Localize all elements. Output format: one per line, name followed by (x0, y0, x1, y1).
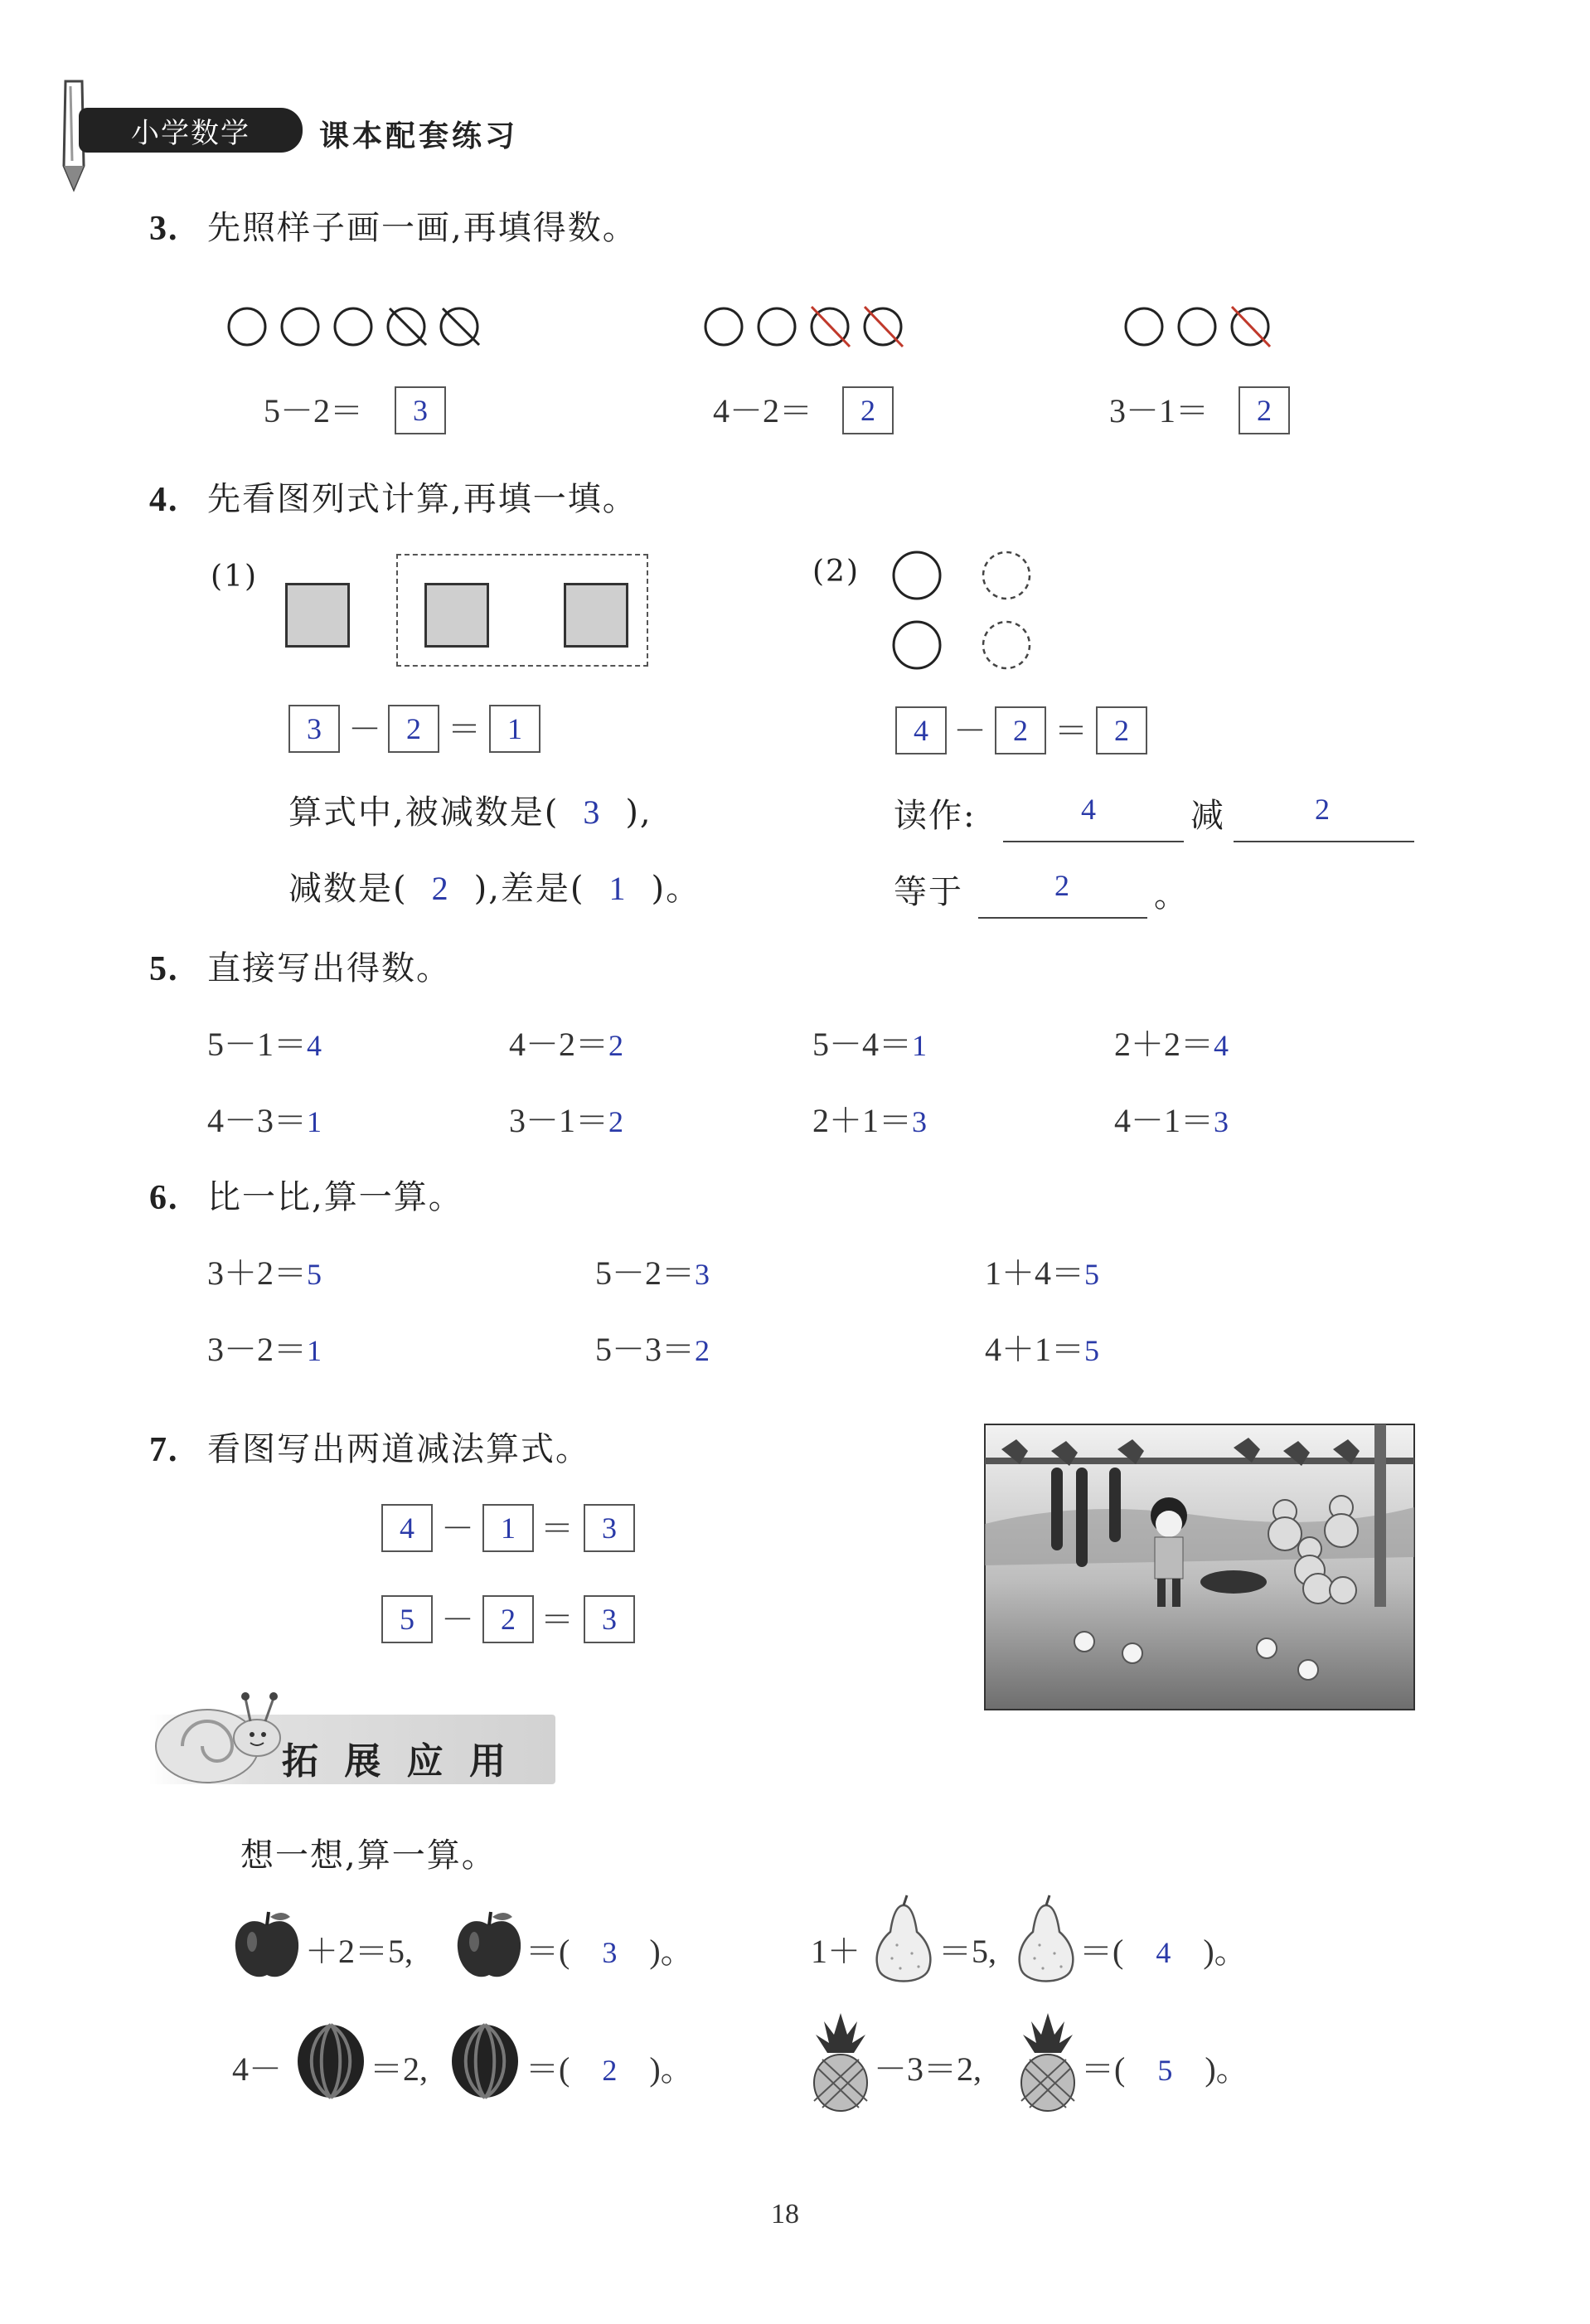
expr-3-3: 3－1＝ (1109, 392, 1209, 429)
part-label-2: (2) (812, 555, 860, 589)
watermelon-icon (295, 2023, 366, 2099)
answer-box-4-1c[interactable]: 1 (489, 705, 541, 753)
answer-box-3-1[interactable]: 3 (395, 386, 446, 434)
equals-sign: ＝ (1054, 712, 1088, 750)
watermelon-icon (449, 2023, 521, 2099)
apple-answer-value[interactable]: 3 (602, 1936, 618, 1969)
answer-box-7-1c[interactable]: 3 (584, 1504, 635, 1552)
pineapple-equation-mid: －3＝2, (874, 2050, 982, 2088)
circle-group-3 (1121, 305, 1287, 348)
answer-box-7-1b[interactable]: 1 (482, 1504, 534, 1552)
watermelon-answer: ＝( 2 )。 (526, 2050, 694, 2088)
read-as-label: 读作: (894, 797, 977, 835)
header-badge: 小学数学 (79, 108, 303, 153)
read-b-blank[interactable] (1234, 841, 1414, 842)
answer-box-7-2c[interactable]: 3 (584, 1595, 635, 1643)
period: 。 (1154, 876, 1189, 915)
answer-box-4-1b[interactable]: 2 (388, 705, 439, 753)
calc-item: 4＋1＝5 (985, 1331, 1099, 1368)
minus-sign: － (348, 711, 381, 748)
subtrahend-line: 减数是( 2 ),差是( 1 )。 (288, 870, 701, 908)
question-title: 比一比,算一算。 (207, 1178, 463, 1216)
square-3 (564, 583, 628, 648)
expr-3-2: 4－2＝ (713, 392, 812, 429)
watermelon-equation-start: 4－ (232, 2050, 282, 2088)
watermelon-equation-mid: ＝2, (370, 2050, 428, 2088)
question-number: 4. (149, 481, 179, 519)
question-title: 先看图列式计算,再填一填。 (207, 480, 637, 518)
circle-group-1 (224, 305, 497, 348)
calc-item: 4－2＝2 (509, 1026, 623, 1063)
pineapple-answer: ＝( 5 )。 (1081, 2050, 1249, 2088)
read-b-answer: 2 (1315, 793, 1331, 826)
minus-sign: － (441, 1510, 474, 1547)
minus-sign: － (441, 1601, 474, 1638)
equals-word: 等于 (894, 873, 963, 911)
extension-heading: 拓 展 应 用 (282, 1740, 512, 1783)
apple-answer: ＝( 3 )。 (526, 1933, 694, 1970)
calc-item: 5－1＝4 (207, 1026, 322, 1063)
square-2 (424, 583, 489, 648)
calc-item: 3＋2＝5 (207, 1254, 322, 1292)
page-number: 18 (771, 2199, 799, 2229)
subtrahend-answer[interactable]: 2 (431, 870, 450, 907)
difference-answer[interactable]: 1 (608, 870, 628, 907)
calc-item: 1＋4＝5 (985, 1254, 1099, 1292)
answer-box-4-2a[interactable]: 4 (895, 706, 947, 754)
extension-prompt: 想一想,算一算。 (240, 1836, 497, 1875)
question-title: 直接写出得数。 (207, 949, 451, 987)
expr-3-1: 5－2＝ (264, 392, 363, 429)
equals-sign: ＝ (541, 1601, 574, 1638)
question-number: 3. (149, 210, 179, 248)
question-number: 6. (149, 1179, 179, 1217)
snail-icon (149, 1680, 290, 1788)
pear-equation-start: 1＋ (811, 1933, 860, 1970)
pear-answer-value[interactable]: 4 (1156, 1936, 1171, 1969)
answer-box-4-2b[interactable]: 2 (995, 706, 1046, 754)
header-subtitle: 课本配套练习 (319, 119, 519, 153)
apple-icon (232, 1909, 302, 1983)
calc-item: 2＋2＝4 (1114, 1026, 1229, 1063)
calc-item: 3－2＝1 (207, 1331, 322, 1368)
header (46, 66, 519, 191)
equal-answer: 2 (1054, 869, 1071, 902)
answer-box-3-2[interactable]: 2 (842, 386, 894, 434)
calc-item: 3－1＝2 (509, 1102, 623, 1139)
question-number: 5. (149, 950, 179, 988)
minus-sign: － (953, 712, 986, 750)
question-title: 看图写出两道减法算式。 (207, 1430, 590, 1468)
question-number: 7. (149, 1431, 179, 1469)
equals-sign: ＝ (448, 711, 481, 748)
pineapple-answer-value[interactable]: 5 (1157, 2054, 1173, 2087)
minuend-answer[interactable]: 3 (583, 793, 602, 831)
minuend-line: 算式中,被减数是( 3 ), (288, 793, 652, 832)
answer-box-4-1a[interactable]: 3 (288, 705, 340, 753)
read-a-answer: 4 (1081, 793, 1098, 826)
question-title: 先照样子画一画,再填得数。 (207, 209, 637, 247)
calc-item: 5－4＝1 (812, 1026, 927, 1063)
answer-box-3-3[interactable]: 2 (1239, 386, 1290, 434)
calc-item: 5－2＝3 (595, 1254, 710, 1292)
equals-sign: ＝ (541, 1510, 574, 1547)
answer-box-7-1a[interactable]: 4 (381, 1504, 433, 1552)
calc-item: 2＋1＝3 (812, 1102, 927, 1139)
answer-box-4-2c[interactable]: 2 (1096, 706, 1147, 754)
answer-box-7-2a[interactable]: 5 (381, 1595, 433, 1643)
read-a-blank[interactable] (1003, 841, 1184, 842)
watermelon-answer-value[interactable]: 2 (602, 2054, 618, 2087)
circle-group-2 (700, 305, 916, 348)
pear-icon (1015, 1895, 1078, 1987)
garden-illustration (985, 1424, 1414, 1710)
answer-box-7-2b[interactable]: 2 (482, 1595, 534, 1643)
pear-icon (872, 1895, 935, 1987)
calc-item: 4－3＝1 (207, 1102, 322, 1139)
pineapple-icon (809, 2010, 872, 2113)
equal-blank[interactable] (978, 917, 1147, 919)
part-label-1: (1) (211, 560, 258, 594)
apple-icon (454, 1909, 524, 1983)
circles-2 (887, 549, 1053, 682)
calc-item: 5－3＝2 (595, 1331, 710, 1368)
read-minus-word: 减 (1190, 797, 1225, 835)
square-1 (285, 583, 350, 648)
pear-equation-mid: ＝5, (938, 1933, 996, 1970)
pineapple-icon (1016, 2010, 1079, 2113)
calc-item: 4－1＝3 (1114, 1102, 1229, 1139)
pear-answer: ＝( 4 )。 (1079, 1933, 1248, 1970)
apple-equation: ＋2＝5, (305, 1933, 413, 1970)
